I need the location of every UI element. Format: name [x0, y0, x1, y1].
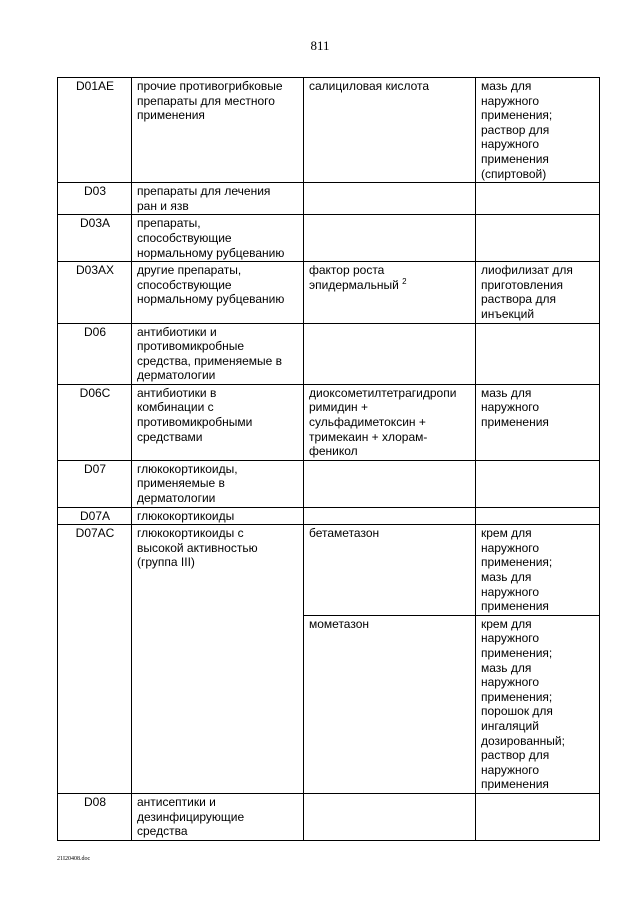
dosage-form-cell: [476, 793, 600, 840]
substance-cell: [304, 215, 476, 262]
table-row: [58, 793, 600, 840]
table-row: [58, 525, 600, 616]
substance-text: фактор роста эпидермальный: [309, 263, 399, 292]
substance-cell: [304, 183, 476, 215]
footnote-marker: 2: [402, 276, 407, 286]
table-row: [58, 262, 600, 323]
dosage-form-cell: [476, 215, 600, 262]
group-cell: препараты, способствующие нормальному рубцеванию: [132, 215, 304, 262]
substance-cell: [304, 460, 476, 507]
substance-cell: салициловая кислота: [304, 78, 476, 183]
table-row: [58, 460, 600, 507]
table-row: [58, 183, 600, 215]
dosage-form-cell: крем для наружного применения; мазь для наружного применения; порошок для ингаляций дозированный; раствор для наружного применения: [476, 615, 600, 793]
atc-code-cell: D03A: [58, 215, 132, 262]
group-cell: антибиотики и противомикробные средства, применяемые в дерматологии: [132, 323, 304, 384]
substance-cell: [304, 262, 476, 323]
group-cell: препараты для лечения ран и язв: [132, 183, 304, 215]
drug-classification-table: [57, 77, 600, 841]
dosage-form-cell: [476, 183, 600, 215]
table-row: [58, 384, 600, 460]
substance-cell: бетаметазон: [304, 525, 476, 616]
atc-code-cell: D06C: [58, 384, 132, 460]
page-number: 811: [310, 38, 330, 53]
atc-code-cell: D07AC: [58, 525, 132, 794]
atc-code-cell: D03: [58, 183, 132, 215]
atc-code-cell: D07: [58, 460, 132, 507]
group-cell: антисептики и дезинфицирующие средства: [132, 793, 304, 840]
atc-code-cell: D07A: [58, 507, 132, 525]
group-cell: другие препараты, способствующие нормальному рубцеванию: [132, 262, 304, 323]
table-row: [58, 323, 600, 384]
table-row: [58, 78, 600, 183]
dosage-form-cell: [476, 507, 600, 525]
atc-code-cell: D01AE: [58, 78, 132, 183]
table-row: [58, 507, 600, 525]
dosage-form-cell: лиофилизат для приготовления раствора для инъекций: [476, 262, 600, 323]
group-cell: глюкокортикоиды с высокой активностью (группа III): [132, 525, 304, 794]
document-filename: 21I20408.doc: [57, 856, 91, 862]
group-cell: глюкокортикоиды, применяемые в дерматологии: [132, 460, 304, 507]
dosage-form-cell: [476, 460, 600, 507]
dosage-form-cell: крем для наружного применения; мазь для наружного применения: [476, 525, 600, 616]
atc-code-cell: D06: [58, 323, 132, 384]
substance-cell: [304, 507, 476, 525]
group-cell: глюкокортикоиды: [132, 507, 304, 525]
atc-code-cell: D03AX: [58, 262, 132, 323]
substance-cell: диоксометилтетрагидропи римидин + сульфадиметоксин + тримекаин + хлорам- феникол: [304, 384, 476, 460]
atc-code-cell: D08: [58, 793, 132, 840]
table-row: [58, 215, 600, 262]
substance-cell: мометазон: [304, 615, 476, 793]
group-cell: прочие противогрибковые препараты для местного применения: [132, 78, 304, 183]
dosage-form-cell: мазь для наружного применения; раствор для наружного применения (спиртовой): [476, 78, 600, 183]
dosage-form-cell: мазь для наружного применения: [476, 384, 600, 460]
dosage-form-cell: [476, 323, 600, 384]
substance-cell: [304, 323, 476, 384]
group-cell: антибиотики в комбинации с противомикробными средствами: [132, 384, 304, 460]
substance-cell: [304, 793, 476, 840]
